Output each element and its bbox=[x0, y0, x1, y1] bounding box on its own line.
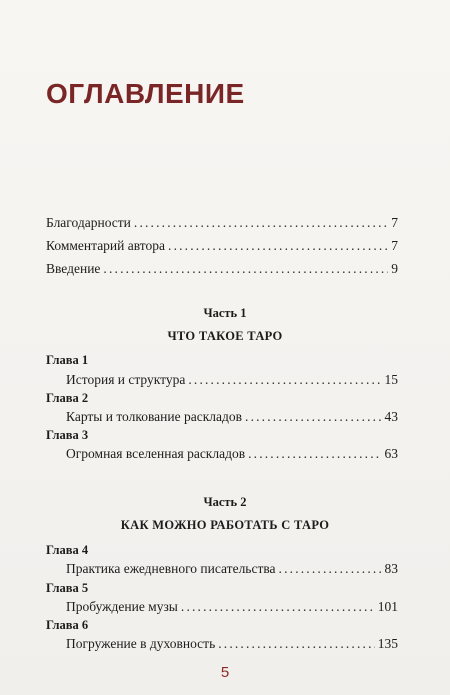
toc-entry-introduction bbox=[46, 262, 398, 276]
page-number: 5 bbox=[220, 664, 230, 681]
chapter-label: Глава 2 bbox=[46, 391, 89, 405]
toc-entry-page: 7 bbox=[391, 238, 398, 253]
chapter-label: Глава 3 bbox=[46, 428, 89, 442]
toc-entry-page: 101 bbox=[377, 599, 398, 614]
chapter-label: Глава 1 bbox=[46, 353, 89, 367]
dot-leader bbox=[279, 562, 382, 576]
toc-entry-title: Погружение в духовность bbox=[66, 636, 216, 651]
dot-leader bbox=[181, 600, 375, 614]
toc-entry-page: 43 bbox=[384, 409, 398, 424]
toc-entry-chapter bbox=[66, 410, 398, 424]
dot-leader bbox=[168, 239, 388, 253]
toc-entry-page: 135 bbox=[377, 636, 398, 651]
toc-entry-author-comment bbox=[46, 239, 398, 253]
dot-leader bbox=[134, 216, 388, 230]
toc-entry-title: Благодарности bbox=[46, 215, 131, 230]
toc-entry-chapter bbox=[66, 447, 398, 461]
toc-entry-acknowledgements bbox=[46, 216, 398, 230]
toc-entry-title: История и структура bbox=[66, 372, 186, 387]
dot-leader bbox=[188, 373, 381, 387]
dot-leader bbox=[218, 637, 375, 651]
toc-entry-page: 63 bbox=[384, 446, 398, 461]
toc-entry-chapter bbox=[66, 600, 398, 614]
part-title: ЧТО ТАКОЕ ТАРО bbox=[167, 329, 283, 343]
toc-entry-chapter bbox=[66, 637, 398, 651]
toc-entry-chapter bbox=[66, 373, 398, 387]
toc-entry-title: Огромная вселенная раскладов bbox=[66, 446, 246, 461]
toc-entry-chapter bbox=[66, 562, 398, 576]
toc-entry-page: 9 bbox=[391, 261, 398, 276]
part-label: Часть 2 bbox=[203, 495, 247, 509]
toc-entry-title: Пробуждение музы bbox=[66, 599, 178, 614]
part-title: КАК МОЖНО РАБОТАТЬ С ТАРО bbox=[120, 518, 330, 532]
chapter-label: Глава 4 bbox=[46, 543, 89, 557]
part-label: Часть 1 bbox=[203, 306, 247, 320]
toc-entry-page: 15 bbox=[384, 372, 398, 387]
toc-entry-title: Введение bbox=[46, 261, 101, 276]
dot-leader bbox=[245, 410, 381, 424]
chapter-label: Глава 5 bbox=[46, 581, 89, 595]
toc-entry-title: Комментарий автора bbox=[46, 238, 166, 253]
dot-leader bbox=[248, 447, 381, 461]
toc-entry-title: Практика ежедневного писательства bbox=[66, 561, 276, 576]
chapter-label: Глава 6 bbox=[46, 618, 89, 632]
toc-entry-page: 7 bbox=[391, 215, 398, 230]
dot-leader bbox=[103, 262, 388, 276]
toc-entry-title: Карты и толкование раскладов bbox=[66, 409, 243, 424]
page-title: ОГЛАВЛЕНИЕ bbox=[46, 78, 245, 109]
toc-entry-page: 83 bbox=[384, 561, 398, 576]
